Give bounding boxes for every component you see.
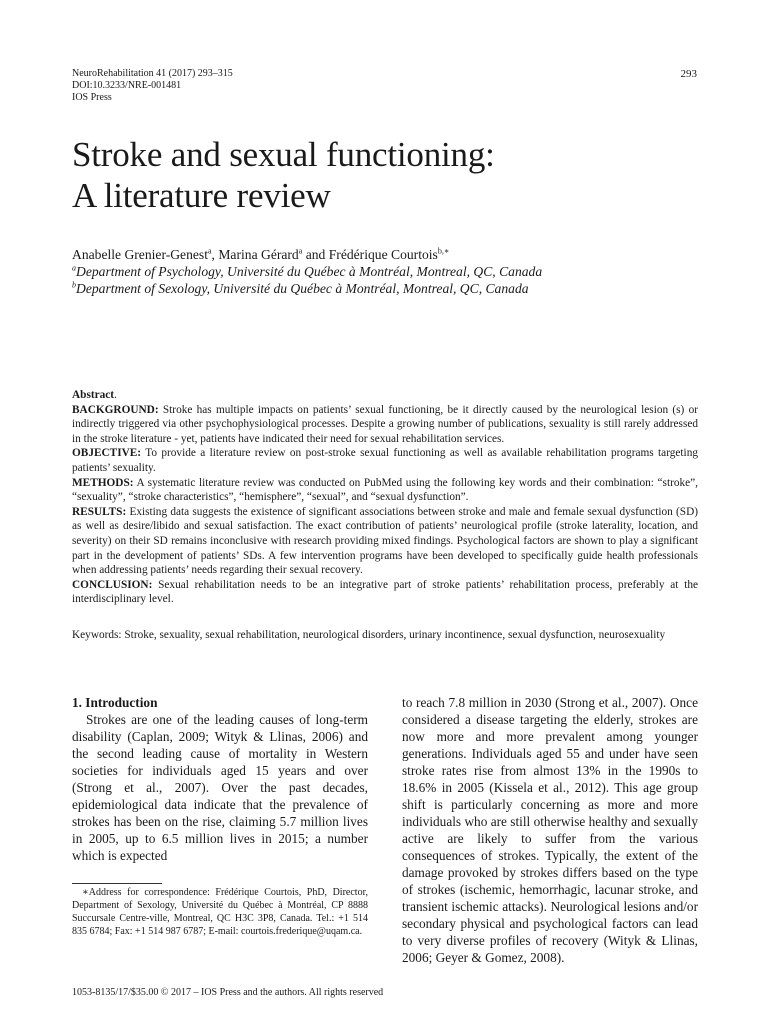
footnote-divider <box>72 883 162 884</box>
methods-label: METHODS: <box>72 476 134 489</box>
objective-label: OBJECTIVE: <box>72 447 142 460</box>
author-separator: and <box>302 247 329 262</box>
background-text: Stroke has multiple impacts on patients’ sexual functioning, be it directly caused by the neurological lesion (s) or indirectly triggered via other psychophysiological processes. Despite a growing number of publications, sexuality is still rarely addressed in the stroke literature - yet, patients have indicated their need for sexual rehabilitation services. <box>72 403 698 445</box>
author-name: Marina Gérard <box>218 247 299 262</box>
intro-paragraph-continued: to reach 7.8 million in 2030 (Strong et al., 2007). Once considered a disease targeting the elderly, strokes are now more and more prevalent among younger generations. Individuals aged 55 and under have seen stroke rates rise from almost 13% in the 1990s to 18.6% in 2005 (Kissela et al., 2012). This age group shift is particularly concerning as more and more individuals who are still otherwise healthy and sexually active are likely to suffer from the various consequences of strokes. Typically, the extent of the damage provoked by strokes differs based on the type of strokes (ischemic, hemorrhagic, lacunar stroke, and transient ischemic attacks). Neurological lesions and/or secondary physical and psychological factors can lead to very diverse profiles of recovery (Wityk & Llinas, 2006; Geyer & Gomez, 2008). <box>402 695 698 965</box>
footnote-text: ∗Address for correspondence: Frédérique Courtois, PhD, Director, Department of Sexology, Université du Québec à Montréal, CP 8888 Succursale Centre-ville, Montreal, QC H3C 3P8, Canada. Tel.: +1 514 835 6784; Fax: +1 514 987 6787; E-mail: courtois.frederique@uqam.ca. <box>72 887 368 937</box>
author-name: Frédérique Courtois <box>328 247 438 262</box>
abstract <box>72 388 698 607</box>
correspondence-footnote <box>72 886 368 938</box>
author-block <box>72 246 712 297</box>
intro-paragraph: Strokes are one of the leading causes of long-term disability (Caplan, 2009; Wityk & Llinas, 2006) and the second leading cause of mortality in Western societies for individuals aged 15 years and over (Strong et al., 2007). Over the past decades, epidemiological data indicate that the prevalence of strokes has been on the rise, claiming 5.7 million lives in 2005, up to 6.5 million lives in 2015; a number which is expected <box>72 712 368 863</box>
abstract-conclusion <box>72 578 698 607</box>
conclusion-text: Sexual rehabilitation needs to be an integrative part of stroke patients’ rehabilitation process, preferably at the interdisciplinary level. <box>72 578 698 606</box>
abstract-heading <box>72 388 698 403</box>
keywords: Keywords: Stroke, sexuality, sexual rehabilitation, neurological disorders, urinary incontinence, sexual dysfunction, neurosexuality <box>72 629 666 641</box>
article-title <box>72 134 495 216</box>
affiliation-text: Department of Psychology, Université du Québec à Montréal, Montreal, QC, Canada <box>76 264 543 279</box>
author-name: Anabelle Grenier-Genest <box>72 247 208 262</box>
body-column-right <box>402 694 698 966</box>
methods-text: A systematic literature review was conducted on PubMed using the following key words and their combination: “stroke”, “sexuality”, “stroke characteristics”, “hemisphere”, “sexual”, and “sexual dysfunction”. <box>72 476 698 504</box>
objective-text: To provide a literature review on post-stroke sexual functioning as well as available rehabilitation programs targeting patients’ sexuality. <box>72 447 698 474</box>
body-column-left <box>72 694 368 864</box>
abstract-objective <box>72 446 698 475</box>
journal-header <box>72 68 233 104</box>
background-label: BACKGROUND: <box>72 403 159 416</box>
page-number: 293 <box>680 68 697 80</box>
journal-publisher: IOS Press <box>72 92 112 103</box>
abstract-methods <box>72 476 698 505</box>
abstract-results <box>72 505 698 578</box>
author-affiliation-mark: a <box>207 246 212 256</box>
author-affiliation-mark: a <box>298 246 303 256</box>
copyright-line: 1053-8135/17/$35.00 © 2017 – IOS Press and the authors. All rights reserved <box>72 987 384 998</box>
title-line-2: A literature review <box>72 176 331 215</box>
title-line-1: Stroke and sexual functioning: <box>72 135 495 174</box>
results-label: RESULTS: <box>72 505 127 518</box>
affiliation-a <box>72 263 712 280</box>
conclusion-label: CONCLUSION: <box>72 578 153 591</box>
affiliation-mark: a <box>72 263 76 273</box>
author-separator: , <box>211 247 219 262</box>
abstract-background <box>72 403 698 447</box>
abstract-label-period: . <box>114 389 117 401</box>
affiliation-b <box>72 280 712 297</box>
author-affiliation-mark: b,∗ <box>437 246 450 256</box>
results-text: Existing data suggests the existence of significant associations between stroke and male and female sexual dysfunction (SD) as well as desire/libido and sexual satisfaction. The exact contribution of patients’ neurological profile (stroke laterality, location, and severity) on their SD remains inconclusive with research providing mixed findings. Psychological factors are shown to play a significant part in the development of patients’ SDs. A few intervention programs have been developed to specifically guide health professionals when addressing patients’ needs regarding their sexual recovery. <box>72 505 698 577</box>
abstract-label: Abstract <box>72 389 115 401</box>
affiliation-text: Department of Sexology, Université du Québec à Montréal, Montreal, QC, Canada <box>76 281 529 296</box>
journal-citation: NeuroRehabilitation 41 (2017) 293–315 <box>72 68 233 79</box>
affiliation-mark: b <box>72 280 76 290</box>
section-heading-introduction: 1. Introduction <box>72 695 158 710</box>
journal-doi: DOI:10.3233/NRE-001481 <box>72 80 182 91</box>
author-list <box>72 246 712 263</box>
